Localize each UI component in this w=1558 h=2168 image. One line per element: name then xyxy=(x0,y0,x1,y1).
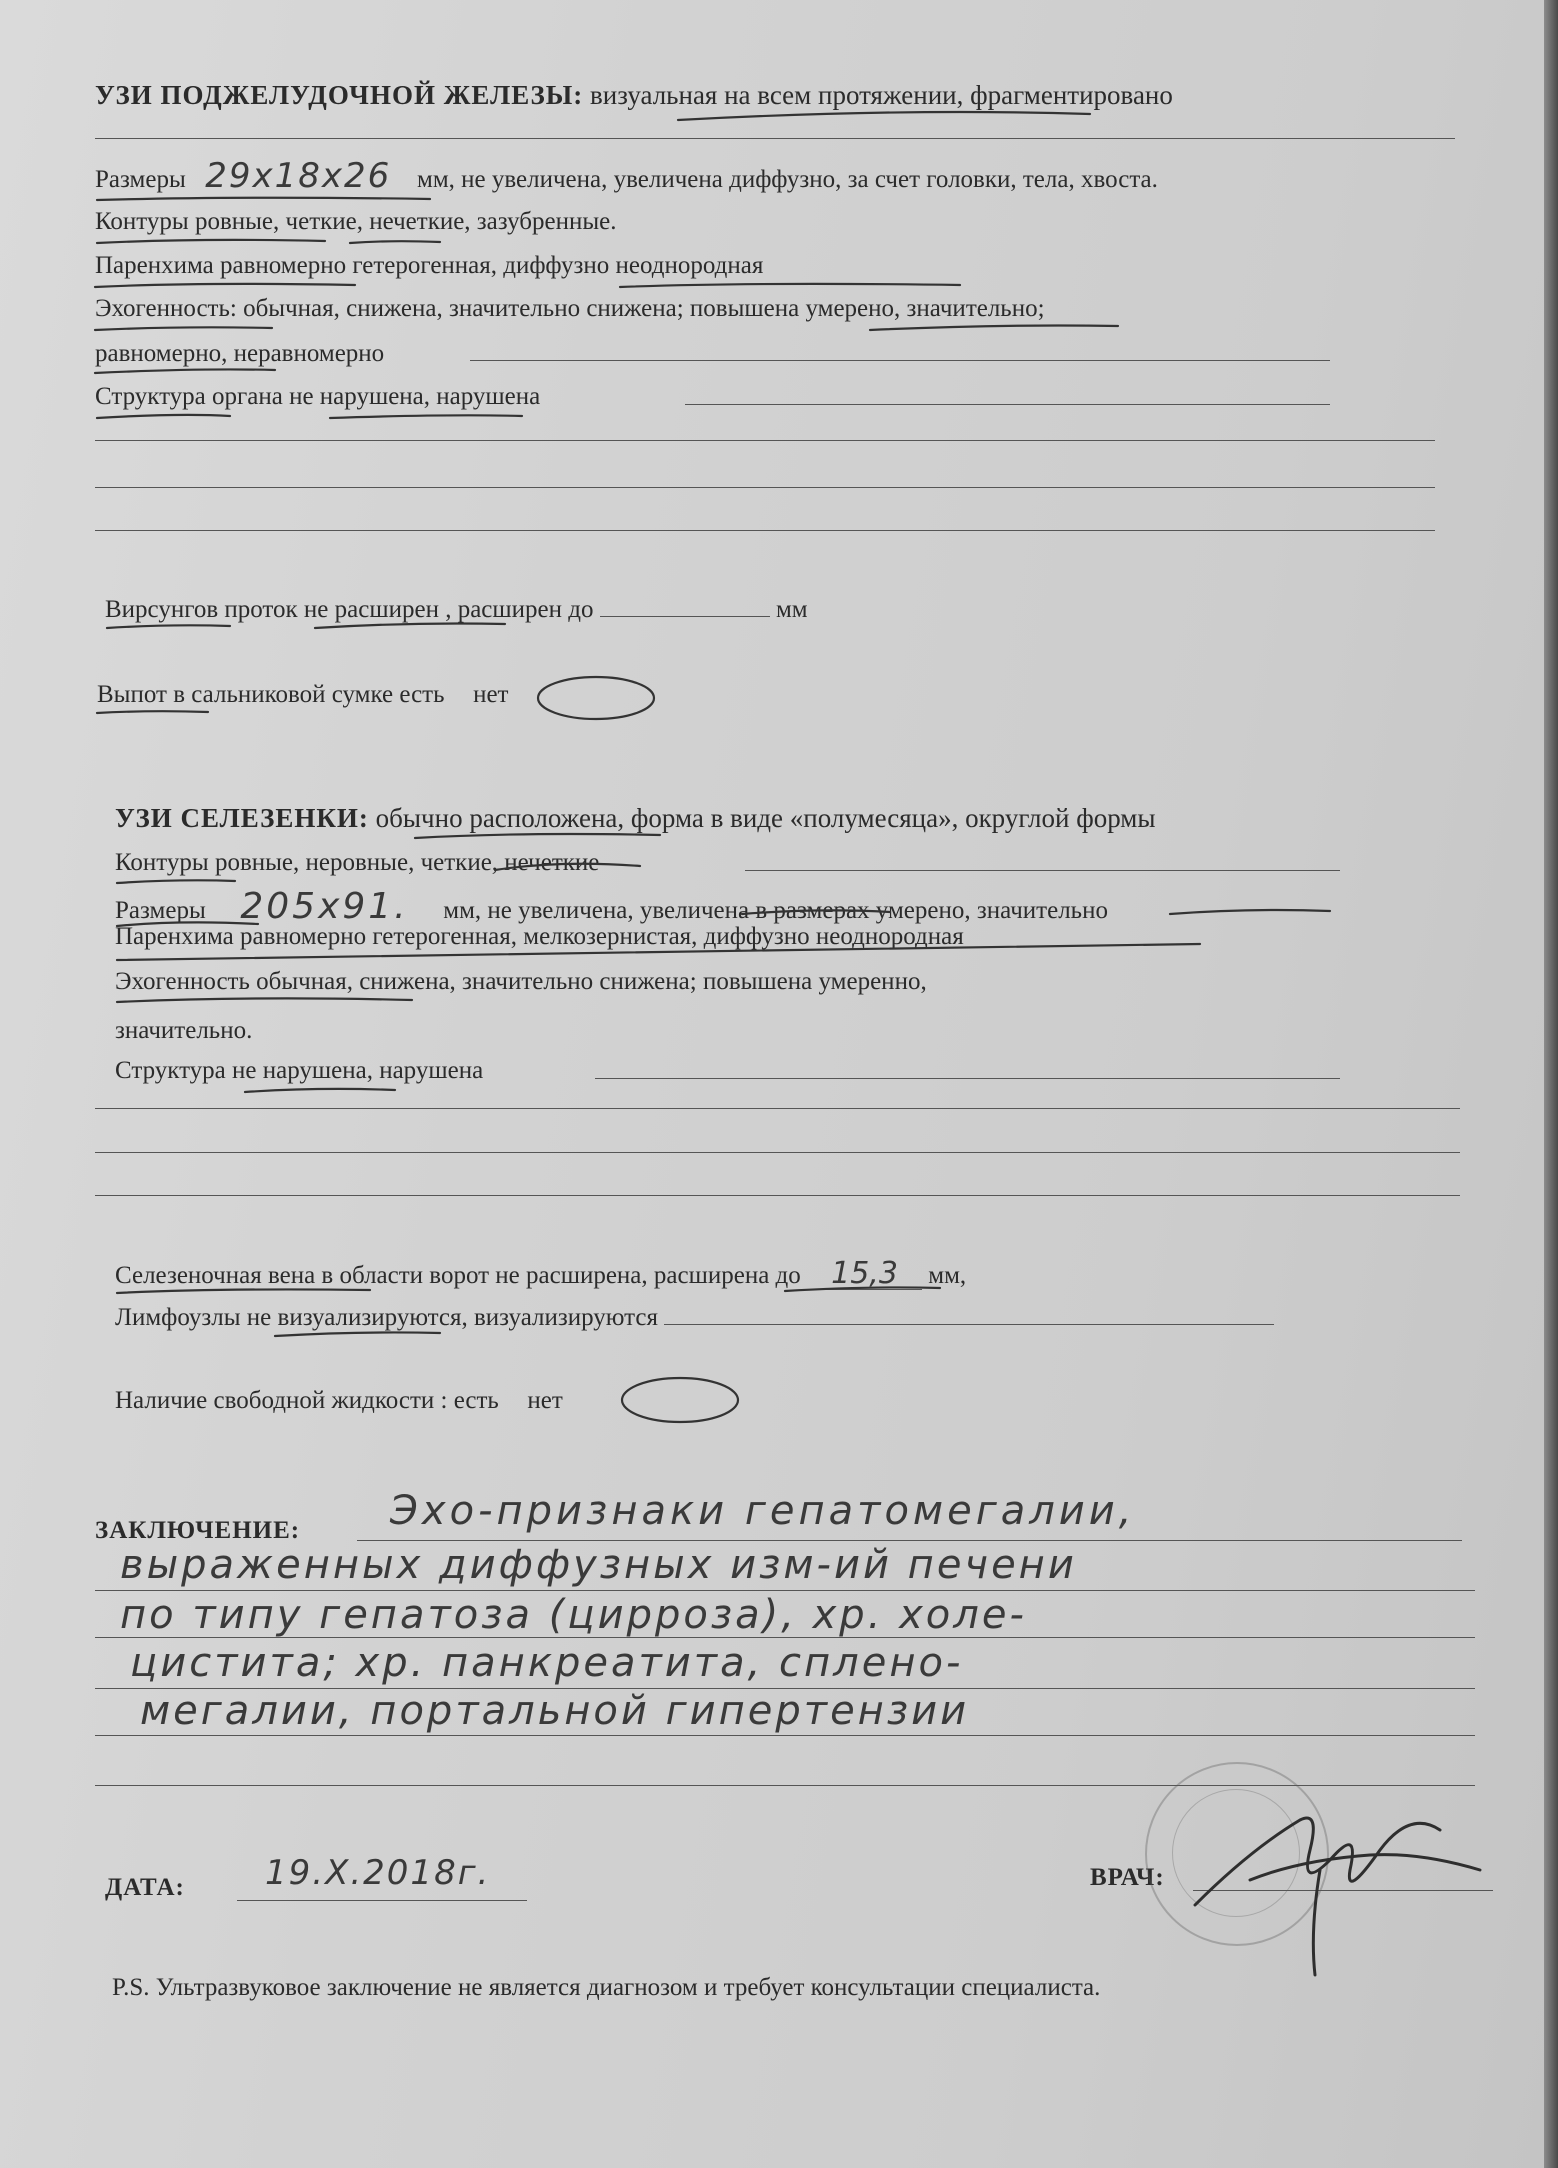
pancreas-effusion-text: Выпот в сальниковой сумке есть xyxy=(97,681,445,708)
doctor-label: ВРАЧ: xyxy=(1090,1864,1165,1891)
spleen-contours: Контуры ровные, неровные, четкие, нечеткие xyxy=(115,849,600,876)
pancreas-duct-unit: мм xyxy=(775,596,808,623)
underline-significant xyxy=(1170,910,1330,914)
spleen-vein-unit: мм, xyxy=(928,1262,967,1289)
underline-heterogeneous xyxy=(620,284,960,287)
underline-spleen-echo xyxy=(117,998,412,1002)
spleen-echogenicity: Эхогенность обычная, снижена, значительно снижена; повышена умеренно, xyxy=(115,968,927,995)
conclusion-handwritten-3: по типу гепатоза (цирроза), хр. холе- xyxy=(120,1592,1027,1638)
conclusion-handwritten-5: мегалии, портальной гипертензии xyxy=(140,1688,970,1734)
underline-clear xyxy=(350,241,440,243)
pancreas-echogenicity: Эхогенность: обычная, снижена, значительно снижена; повышена умерено, значительно; xyxy=(95,295,1045,322)
underline-visual xyxy=(678,112,1090,120)
pancreas-echogenicity-2: равномерно, неравномерно xyxy=(95,340,385,367)
pancreas-effusion-answer: нет xyxy=(473,681,509,708)
pancreas-duct-text: Вирсунгов проток не расширен , расширен до xyxy=(105,596,594,623)
spleen-parenchyma: Паренхима равномерно гетерогенная, мелкозернистая, диффузно неоднородная xyxy=(115,923,964,950)
spleen-size-value: 205х91. xyxy=(240,886,409,927)
conclusion-label: ЗАКЛЮЧЕНИЕ: xyxy=(95,1517,301,1544)
spleen-size-options: мм, не увеличена, увеличена в размерах умерено, значительно xyxy=(443,897,1108,924)
underline-structure xyxy=(97,415,230,418)
spleen-fluid-text: Наличие свободной жидкости : есть xyxy=(115,1387,499,1414)
underline-spleen-size xyxy=(117,922,258,926)
date-label: ДАТА: xyxy=(105,1874,185,1901)
circle-effusion-no xyxy=(538,677,654,719)
underline-even xyxy=(95,369,275,373)
spleen-vein-value: 15,3 xyxy=(807,1259,922,1290)
spleen-position-options: обычно расположена, форма в виде «полумесяца», округлой формы xyxy=(375,803,1156,833)
spleen-heading: УЗИ СЕЛЕЗЕНКИ: xyxy=(115,803,369,833)
pancreas-contours: Контуры ровные, четкие, нечеткие, зазубренные. xyxy=(95,208,617,235)
underline-lymph xyxy=(275,1332,440,1336)
spleen-vein-text: Селезеночная вена в области ворот не расширена, расширена до xyxy=(115,1262,801,1289)
spleen-fluid-answer: нет xyxy=(527,1387,563,1414)
pancreas-heading: УЗИ ПОДЖЕЛУДОЧНОЙ ЖЕЛЕЗЫ: xyxy=(95,80,584,110)
underline-spleen-clear xyxy=(495,864,640,870)
spleen-echogenicity-2: значительно. xyxy=(115,1017,253,1044)
underline-enlarged xyxy=(742,910,890,914)
conclusion-handwritten-4: цистита; хр. панкреатита, спленo- xyxy=(130,1640,964,1686)
underline-echo xyxy=(95,327,272,330)
underline-spleen-parenchyma xyxy=(117,944,1200,960)
pancreas-visual-options: визуальная на всем протяжении, фрагментировано xyxy=(590,80,1173,110)
underline-spleen-structure xyxy=(245,1089,395,1092)
circle-fluid-no xyxy=(622,1378,738,1422)
doctor-signature xyxy=(1195,1818,1480,1975)
underline-vein xyxy=(117,1289,370,1293)
underline-vein-dilated xyxy=(785,1287,940,1291)
pancreas-size-options: мм, не увеличена, увеличена диффузно, за счет головки, тела, хвоста. xyxy=(417,166,1158,193)
underline-duct xyxy=(107,625,230,628)
pancreas-size-value: 29х18х26 xyxy=(205,156,392,196)
conclusion-handwritten-2: выраженных диффузных изм-ий печени xyxy=(120,1542,1077,1588)
underline-spleen-contours xyxy=(117,880,235,883)
ps-note: P.S. Ультразвуковое заключение не является диагнозом и требует консультации специалиста. xyxy=(112,1974,1101,2001)
underline-parenchyma xyxy=(95,284,355,287)
underline-increased xyxy=(870,326,1118,331)
underline-spleen-position xyxy=(415,834,660,838)
spleen-lymph-text: Лимфоузлы не визуализируются, визуализируются xyxy=(115,1304,658,1331)
spleen-structure: Структура не нарушена, нарушена xyxy=(115,1057,484,1084)
underline-contours xyxy=(97,240,325,243)
pancreas-structure: Структура органа не нарушена, нарушена xyxy=(95,383,541,410)
underline-not-dilated xyxy=(315,624,505,629)
conclusion-handwritten-1: Эхо-признаки гепатомегалии, xyxy=(390,1488,1136,1534)
underline-size xyxy=(97,198,430,200)
pancreas-parenchyma: Паренхима равномерно гетерогенная, диффузно неоднородная xyxy=(95,252,764,279)
spleen-size-label: Размеры xyxy=(115,897,206,924)
underline-not-disturbed xyxy=(330,415,522,418)
underline-effusion xyxy=(97,711,208,713)
pancreas-size-label: Размеры xyxy=(95,166,186,193)
date-value: 19.Х.2018г. xyxy=(265,1853,491,1893)
